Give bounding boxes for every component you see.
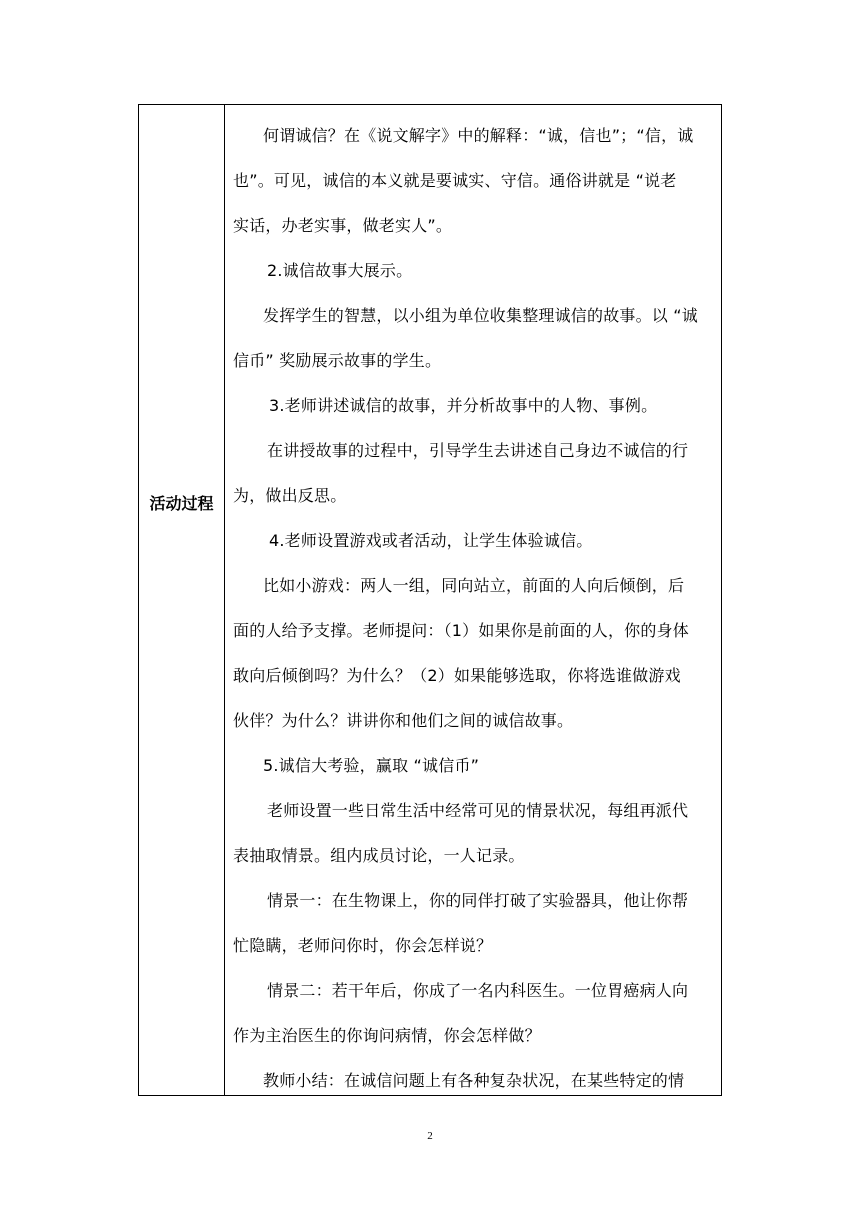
text-line: 在讲授故事的过程中，引导学生去讲述自己身边不诚信的行 <box>267 441 689 460</box>
text-line: 为，做出反思。 <box>233 486 347 505</box>
text-line: 2.诚信故事大展示。 <box>267 261 413 280</box>
text-line: 比如小游戏：两人一组，同向站立，前面的人向后倾倒，后 <box>263 576 685 595</box>
text-line: 忙隐瞒，老师问你时，你会怎样说？ <box>233 936 493 955</box>
text-line: 3.老师讲述诚信的故事，并分析故事中的人物、事例。 <box>269 396 658 415</box>
text-line: 也”。可见，诚信的本义就是要诚实、守信。通俗讲就是 “说老 <box>233 171 677 190</box>
activity-table <box>138 104 722 1096</box>
content-text <box>233 113 713 1103</box>
text-line: 伙伴？为什么？讲讲你和他们之间的诚信故事。 <box>233 711 574 730</box>
text-line: 老师设置一些日常生活中经常可见的情景状况，每组再派代 <box>267 801 689 820</box>
text-line: 情景一：在生物课上，你的同伴打破了实验器具，他让你帮 <box>267 891 689 910</box>
page-number: 2 <box>427 1130 433 1142</box>
text-line: 实话，办老实事，做老实人”。 <box>233 216 453 235</box>
text-line: 面的人给予支撑。老师提问：（1）如果你是前面的人，你的身体 <box>233 621 689 640</box>
text-line: 发挥学生的智慧，以小组为单位收集整理诚信的故事。以 “诚 <box>263 306 698 325</box>
text-line: 教师小结：在诚信问题上有各种复杂状况，在某些特定的情 <box>263 1071 685 1090</box>
text-line: 敢向后倾倒吗？为什么？（2）如果能够选取，你将选谁做游戏 <box>233 666 681 685</box>
text-line: 4.老师设置游戏或者活动，让学生体验诚信。 <box>269 531 593 550</box>
text-line: 何谓诚信？在《说文解字》中的解释：“诚，信也”；“信，诚 <box>263 126 694 145</box>
text-line: 5.诚信大考验，赢取 “诚信币” <box>263 756 480 775</box>
text-line: 表抽取情景。组内成员讨论，一人记录。 <box>233 846 525 865</box>
text-line: 信币” 奖励展示故事的学生。 <box>233 351 442 370</box>
row-label-cell <box>139 105 225 1095</box>
content-cell <box>225 105 721 1095</box>
text-line: 作为主治医生的你询问病情，你会怎样做？ <box>233 1026 541 1045</box>
row-label: 活动过程 <box>149 493 214 513</box>
text-line: 情景二：若干年后，你成了一名内科医生。一位胃癌病人向 <box>267 981 689 1000</box>
